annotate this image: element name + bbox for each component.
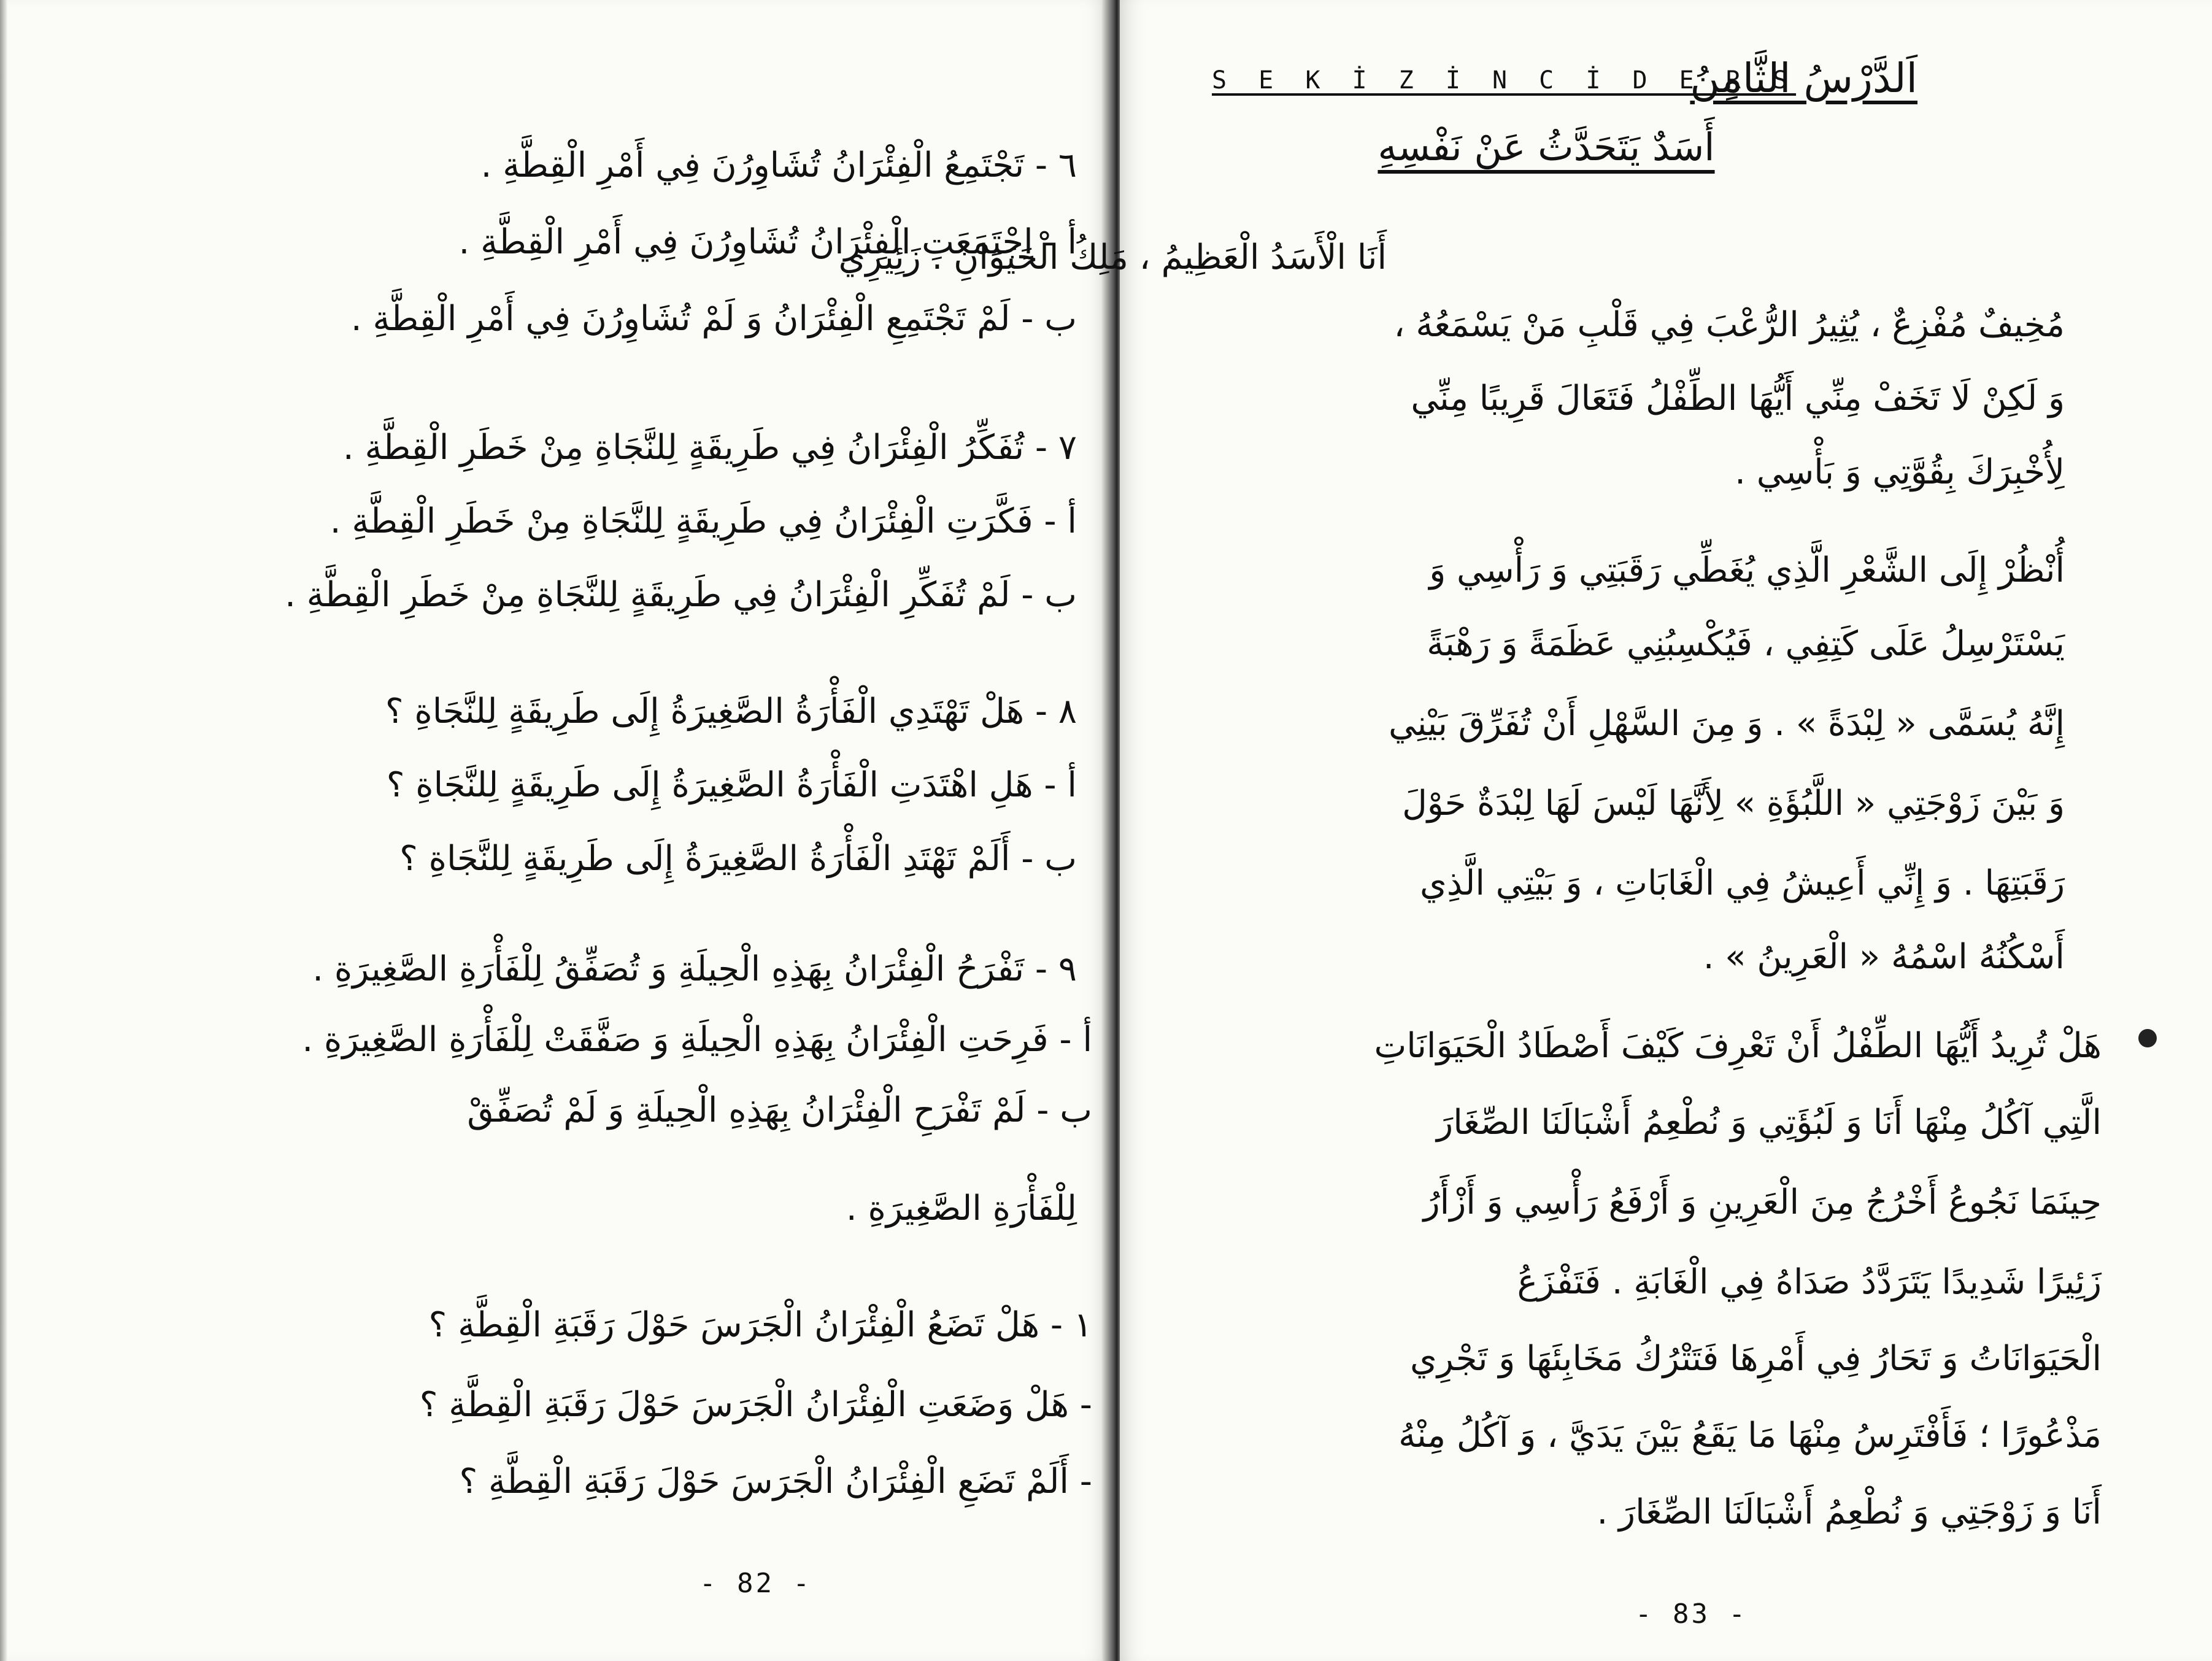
text-line: ١ - هَلْ تَضَعُ الْفِئْرَانُ الْجَرَسَ حَوْلَ رَقَبَةِ الْقِطَّةِ ؟ xyxy=(428,1305,1092,1345)
text-line: ب - لَمْ تَجْتَمِعِ الْفِئْرَانُ وَ لَمْ تُشَاوِرُنَ فِي أَمْرِ الْقِطَّةِ . xyxy=(350,299,1077,339)
lesson-subtitle: أَسَدٌ يَتَحَدَّثُ عَنْ نَفْسِهِ xyxy=(1378,125,1715,169)
text-line: إِنَّهُ يُسَمَّى « لِبْدَةً » . وَ مِنَ السَّهْلِ أَنْ تُفَرِّقَ بَيْنِي xyxy=(1388,704,2065,744)
text-line: يَسْتَرْسِلُ عَلَى كَتِفِي ، فَيُكْسِبُنِي عَظَمَةً وَ رَهْبَةً xyxy=(1427,624,2065,664)
text-line: أَسْكُنُهُ اسْمُهُ « الْعَرِينُ » . xyxy=(1703,937,2065,977)
text-line: ب - لَمْ تَفْرَحِ الْفِئْرَانُ بِهَذِهِ الْحِيلَةِ وَ لَمْ تُصَفِّقْ xyxy=(467,1090,1092,1130)
page-edge xyxy=(0,0,7,1661)
text-line: أُنْظُرْ إِلَى الشَّعْرِ الَّذِي يُغَطِّي رَقَبَتِي وَ رَأْسِي وَ xyxy=(1429,550,2065,590)
text-line: ب - لَمْ تُفَكِّرِ الْفِئْرَانُ فِي طَرِيقَةٍ لِلنَّجَاةِ مِنْ خَطَرِ الْقِطَّةِ . xyxy=(285,575,1077,615)
page-number: - 82 - xyxy=(699,1568,812,1599)
text-line: أَنَا وَ زَوْجَتِي وَ نُطْعِمُ أَشْبَالَنَا الصِّغَارَ . xyxy=(1597,1492,2102,1532)
text-line: أ - اِجْتَمَعَتِ الْفِئْرَانُ تُشَاوِرُنَ فِي أَمْرِ الْقِطَّةِ . xyxy=(458,222,1077,262)
text-line: أ - هَلِ اهْتَدَتِ الْفَأْرَةُ الصَّغِيرَةُ إِلَى طَرِيقَةٍ لِلنَّجَاةِ ؟ xyxy=(386,765,1077,805)
text-line: أ - فَكَّرَتِ الْفِئْرَانُ فِي طَرِيقَةٍ لِلنَّجَاةِ مِنْ خَطَرِ الْقِطَّةِ . xyxy=(329,501,1077,541)
text-line: هَلْ تُرِيدُ أَيُّهَا الطِّفْلُ أَنْ تَعْرِفَ كَيْفَ أَصْطَادُ الْحَيَوَانَاتِ xyxy=(1374,1026,2102,1066)
text-line: الْحَيَوَانَاتُ وَ تَحَارُ فِي أَمْرِهَا فَتَتْرُكُ مَخَابِئَهَا وَ تَجْرِي xyxy=(1410,1339,2102,1379)
text-line: لِلْفَأْرَةِ الصَّغِيرَةِ . xyxy=(846,1189,1077,1228)
text-line: أ - فَرِحَتِ الْفِئْرَانُ بِهَذِهِ الْحِيلَةِ وَ صَفَّقَتْ لِلْفَأْرَةِ الصَّغِيرَةِ . xyxy=(302,1020,1092,1060)
text-line: زَئِيرًا شَدِيدًا يَتَرَدَّدُ صَدَاهُ فِي الْغَابَةِ . فَتَفْزَعُ xyxy=(1517,1262,2102,1302)
text-line: ب - أَلَمْ تَهْتَدِ الْفَأْرَةُ الصَّغِيرَةُ إِلَى طَرِيقَةٍ لِلنَّجَاةِ ؟ xyxy=(399,839,1077,879)
text-line: لِأُخْبِرَكَ بِقُوَّتِي وَ بَأْسِي . xyxy=(1735,452,2065,492)
lesson-title-latin: S E K İ Z İ N C İ D E R S xyxy=(1212,66,1797,94)
text-line: - أَلَمْ تَضَعِ الْفِئْرَانُ الْجَرَسَ حَوْلَ رَقَبَةِ الْقِطَّةِ ؟ xyxy=(459,1462,1092,1501)
text-line: - هَلْ وَضَعَتِ الْفِئْرَانُ الْجَرَسَ حَوْلَ رَقَبَةِ الْقِطَّةِ ؟ xyxy=(419,1385,1092,1425)
page-number: - 83 - xyxy=(1635,1598,1748,1630)
text-line: أَنَا الْأَسَدُ الْعَظِيمُ ، مَلِكُ الْحَيَوَانِ . زَئِيرِي xyxy=(838,237,1387,277)
text-line: وَ بَيْنَ زَوْجَتِي « اللَّبُؤَةِ » لِأَنَّهَا لَيْسَ لَهَا لِبْدَةٌ حَوْلَ xyxy=(1402,784,2065,823)
text-line: ٦ - تَجْتَمِعُ الْفِئْرَانُ تُشَاوِرُنَ فِي أَمْرِ الْقِطَّةِ . xyxy=(480,145,1077,185)
lesson-title xyxy=(1212,49,1917,117)
text-line: ٩ - تَفْرَحُ الْفِئْرَانُ بِهَذِهِ الْحِيلَةِ وَ تُصَفِّقُ لِلْفَأْرَةِ الصَّغِيرَةِ . xyxy=(312,949,1077,989)
text-line: الَّتِي آكُلُ مِنْهَا أَنَا وَ لَبُؤَتِي وَ نُطْعِمُ أَشْبَالَنَا الصِّغَارَ xyxy=(1436,1103,2102,1143)
text-line: حِينَمَا نَجُوعُ أَخْرُجُ مِنَ الْعَرِينِ وَ أَرْفَعُ رَأْسِي وَ أَزْأَرُ xyxy=(1423,1182,2102,1222)
text-line: رَقَبَتِهَا . وَ إِنِّي أَعِيشُ فِي الْغَابَاتِ ، وَ بَيْتِي الَّذِي xyxy=(1420,863,2065,903)
text-line: مَذْعُورًا ؛ فَأَفْتَرِسُ مِنْهَا مَا يَقَعُ بَيْنَ يَدَيَّ ، وَ آكُلُ مِنْهُ xyxy=(1398,1416,2102,1455)
text-line: ٨ - هَلْ تَهْتَدِي الْفَأْرَةُ الصَّغِيرَةُ إِلَى طَرِيقَةٍ لِلنَّجَاةِ ؟ xyxy=(385,692,1077,731)
text-line: ٧ - تُفَكِّرُ الْفِئْرَانُ فِي طَرِيقَةٍ لِلنَّجَاةِ مِنْ خَطَرِ الْقِطَّةِ . xyxy=(342,428,1077,468)
text-line: وَ لَكِنْ لَا تَخَفْ مِنِّي أَيُّهَا الطِّفْلُ فَتَعَالَ قَرِيبًا مِنِّي xyxy=(1411,379,2065,418)
lesson-title-arabic: اَلدَّرْسُ الثَّامِنُ xyxy=(1690,55,1917,102)
text-line: مُخِيفٌ مُفْزِعٌ ، يُثِيرُ الرُّعْبَ فِي قَلْبِ مَنْ يَسْمَعُهُ ، xyxy=(1393,305,2065,345)
bullet-icon xyxy=(2138,1029,2157,1047)
